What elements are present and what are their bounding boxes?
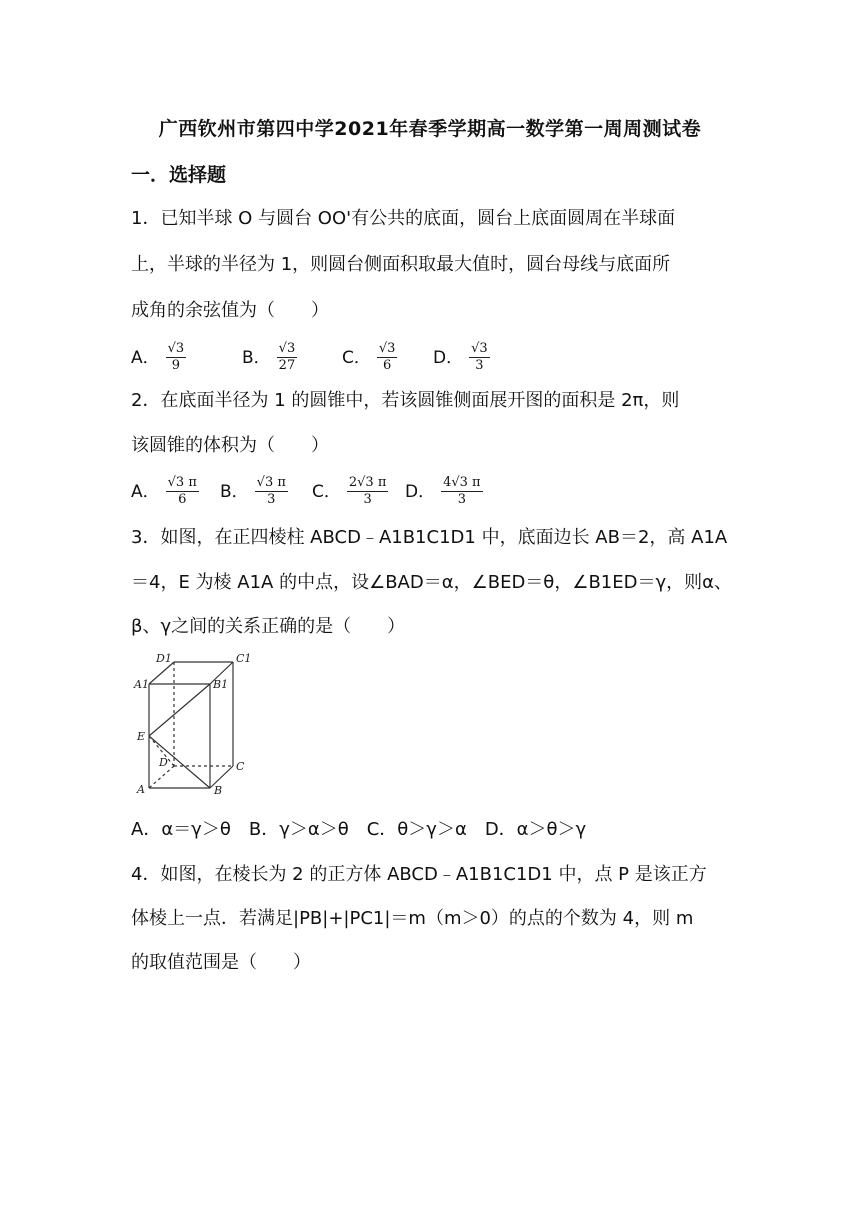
- option-d-fraction: $\frac{4√3 \pi}{3}$: [443, 475, 481, 508]
- option-a: A． $\frac{√3 \pi}{6}$: [131, 475, 197, 508]
- option-d-fraction: $\frac{√3}{3}$: [471, 341, 488, 374]
- question-3-options: A．α＝γ＞θ B．γ＞α＞θ C．θ＞γ＞α D．α＞θ＞γ: [131, 819, 587, 840]
- prism-figure: [130, 650, 260, 798]
- label-d: D: [159, 756, 168, 769]
- section-heading: 一．选择题: [131, 164, 227, 186]
- question-4-line-3: 的取值范围是（ ）: [131, 952, 311, 973]
- label-a: A: [137, 783, 145, 796]
- label-b: B: [214, 784, 223, 797]
- option-c: C． $\frac{2√3 \pi}{3}$: [312, 475, 387, 508]
- question-3-line-1: 3．如图，在正四棱柱 ABCD﹣A1B1C1D1 中，底面边长 AB＝2，高 A1A: [131, 527, 728, 548]
- label-c1: C1: [236, 652, 252, 665]
- question-4-line-2: 体棱上一点．若满足|PB|+|PC1|＝m（m＞0）的点的个数为 4，则 m: [131, 908, 694, 929]
- option-b-fraction: $\frac{√3}{27}$: [278, 341, 296, 374]
- question-1-line-2: 上，半球的半径为 1，则圆台侧面积取最大值时，圆台母线与底面所: [131, 254, 671, 275]
- question-2-options: [131, 466, 551, 510]
- label-c: C: [236, 760, 245, 773]
- option-b-fraction: $\frac{√3 \pi}{3}$: [256, 475, 286, 508]
- label-b1: B1: [213, 678, 229, 691]
- option-c: C． $\frac{√3}{6}$: [342, 341, 396, 374]
- question-1-line-3: 成角的余弦值为（ ）: [131, 300, 329, 321]
- option-c-fraction: $\frac{√3}{6}$: [378, 341, 396, 374]
- label-e: E: [137, 730, 146, 743]
- page-title: 广西钦州市第四中学2021年春季学期高一数学第一周周测试卷: [158, 118, 702, 140]
- label-a1: A1: [134, 678, 149, 691]
- option-b: B． $\frac{√3 \pi}{3}$: [220, 475, 286, 508]
- option-c-fraction: $\frac{2√3 \pi}{3}$: [348, 475, 387, 508]
- option-b: B． $\frac{√3}{27}$: [242, 341, 296, 374]
- question-4-line-1: 4．如图，在棱长为 2 的正方体 ABCD﹣A1B1C1D1 中，点 P 是该正方: [131, 864, 707, 885]
- question-3-line-3: β、γ之间的关系正确的是（ ）: [131, 616, 406, 637]
- question-1-options: [131, 332, 551, 374]
- option-a-fraction: $\frac{√3}{9}$: [167, 341, 185, 374]
- question-2-line-1: 2．在底面半径为 1 的圆锥中，若该圆锥侧面展开图的面积是 2π，则: [131, 390, 680, 411]
- question-1-line-1: 1．已知半球 O 与圆台 OO'有公共的底面，圆台上底面圆周在半球面: [131, 208, 676, 229]
- option-d: D． $\frac{√3}{3}$: [433, 341, 488, 374]
- question-2-line-2: 该圆锥的体积为（ ）: [131, 435, 329, 456]
- option-a-fraction: $\frac{√3 \pi}{6}$: [167, 475, 197, 508]
- label-d1: D1: [156, 652, 172, 665]
- option-a: A． $\frac{√3}{9}$: [131, 341, 185, 374]
- question-3-line-2: ＝4，E 为棱 A1A 的中点，设∠BAD＝α，∠BED＝θ，∠B1ED＝γ，则α、: [131, 572, 733, 593]
- option-d: D． $\frac{4√3 \pi}{3}$: [405, 475, 481, 508]
